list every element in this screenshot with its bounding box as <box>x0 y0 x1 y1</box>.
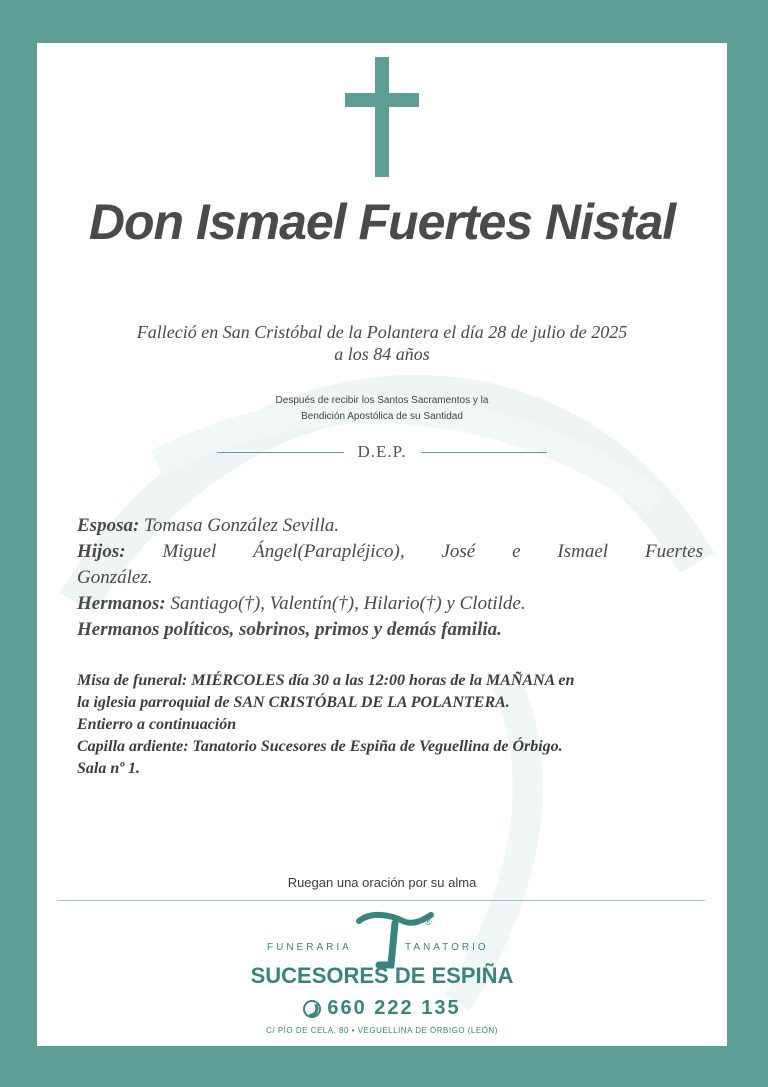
label-funeraria: FUNERARIA <box>267 942 352 953</box>
spouse-name: Tomasa González Sevilla. <box>144 515 340 536</box>
sacraments-line-2: Bendición Apostólica de su Santidad <box>301 411 463 422</box>
funeral-home-address: C/ PÍO DE CELA, 80 • VEGUELLINA DE ÓRBIGO (LEÓN) <box>266 1026 498 1035</box>
children-names: Miguel Ángel(Parapléjico), José e Ismael Fuertes <box>162 541 703 562</box>
divider-line-right <box>421 452 548 453</box>
divider-line-left <box>217 452 344 453</box>
funeral-line-5: Sala nº 1. <box>77 760 141 777</box>
dep-text: D.E.P. <box>357 442 407 461</box>
phone-icon <box>303 1000 321 1018</box>
siblings-line <box>77 591 703 617</box>
funeral-line-4: Capilla ardiente: Tanatorio Sucesores de Espiña de Veguellina de Órbigo. <box>77 738 563 755</box>
sacraments-line-1: Después de recibir los Santos Sacramentos y la <box>275 395 489 406</box>
spouse-line <box>77 513 703 539</box>
other-family: Hermanos políticos, sobrinos, primos y demás familia. <box>77 619 502 640</box>
family-list <box>77 513 703 643</box>
death-line: Falleció en San Cristóbal de la Polantera el día 28 de julio de 2025 <box>136 322 628 342</box>
funeral-line-2: la iglesia parroquial de SAN CRISTÓBAL DE LA POLANTERA. <box>77 694 510 711</box>
funeral-home-name: SUCESORES DE ESPIÑA <box>250 963 514 988</box>
sacraments-note <box>37 393 727 425</box>
phone-number: 660 222 135 <box>327 997 461 1019</box>
dep-divider <box>217 441 547 463</box>
children-names-cont: González. <box>77 567 153 588</box>
cross-icon <box>345 57 419 177</box>
age-line: a los 84 años <box>334 344 430 364</box>
siblings-names: Santiago(†), Valentín(†), Hilario(†) y Clotilde. <box>170 593 526 614</box>
death-notice <box>37 321 727 365</box>
deceased-name: Don Ismael Fuertes Nistal <box>88 194 676 250</box>
funeral-details <box>77 670 717 780</box>
footer-divider <box>57 900 705 901</box>
children-label: Hijos: <box>77 541 126 562</box>
spouse-label: Esposa: <box>77 515 140 536</box>
prayer-request: Ruegan una oración por su alma <box>287 875 477 890</box>
funeral-line-3: Entierro a continuación <box>77 716 237 733</box>
children-line-1-wrap <box>77 539 703 565</box>
phone-row <box>37 997 727 1020</box>
label-tanatorio: TANATORIO <box>405 942 489 953</box>
funeral-line-1: Misa de funeral: MIÉRCOLES día 30 a las 12:00 horas de la MAÑANA en <box>77 672 575 689</box>
children-line <box>77 539 703 591</box>
obituary-card <box>37 43 727 1046</box>
siblings-label: Hermanos: <box>77 593 166 614</box>
registered-mark: ® <box>425 917 432 927</box>
